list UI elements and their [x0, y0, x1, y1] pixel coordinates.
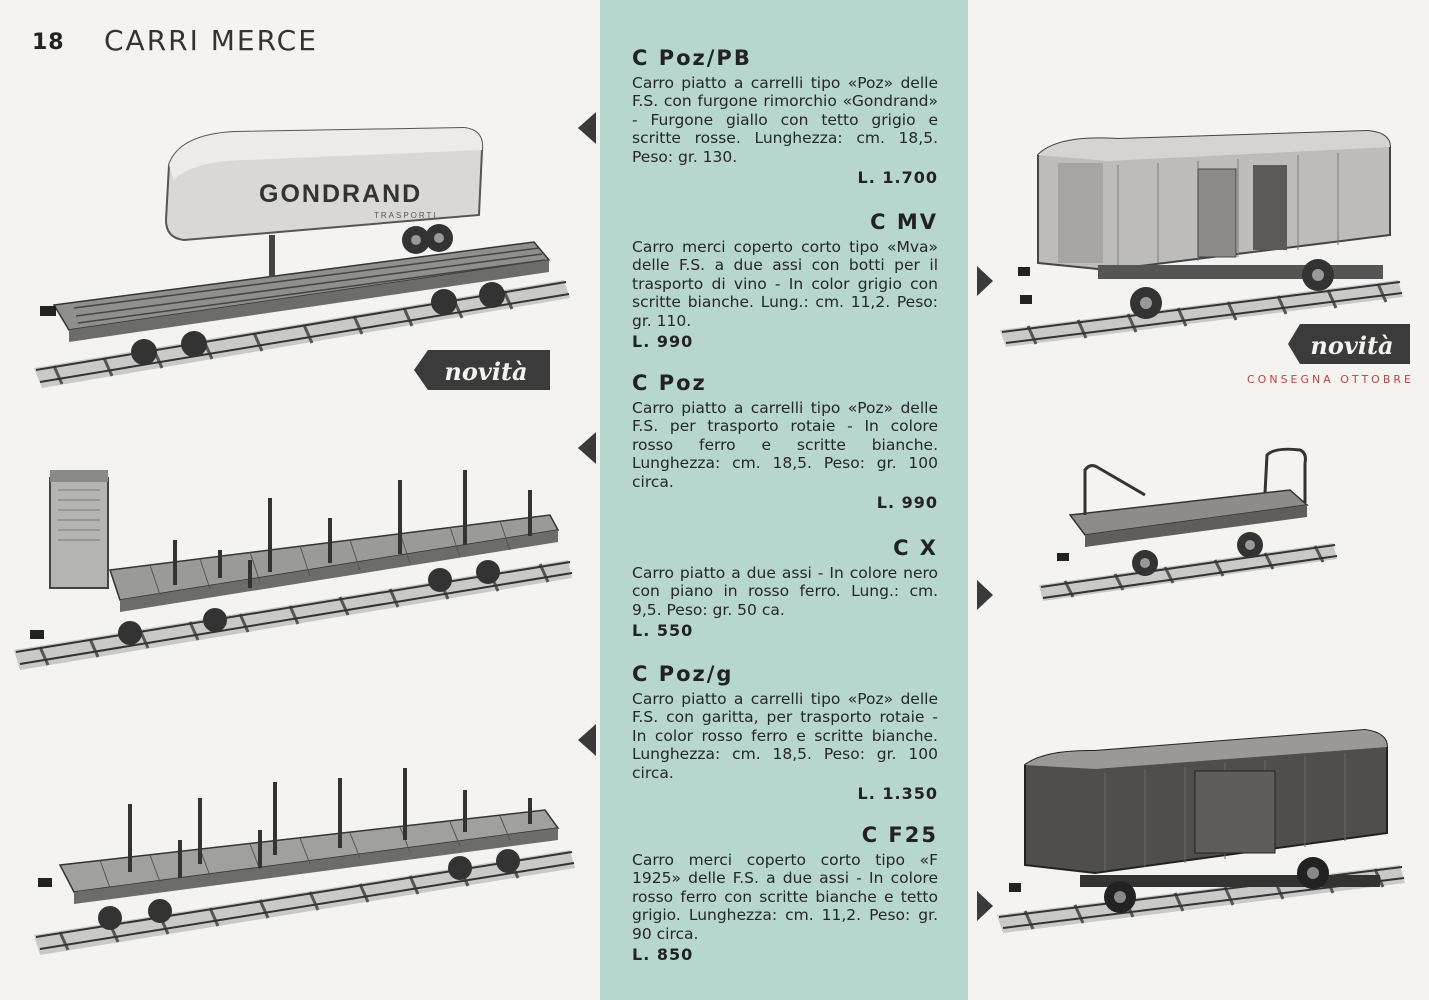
entry-c-mv: [632, 210, 938, 351]
photo-flat-car-with-cabin: [10, 460, 575, 690]
novita-badge: [1288, 324, 1410, 364]
entry-c-x: [632, 536, 938, 640]
photo-flat-car-with-stakes: [30, 760, 580, 960]
entry-description: Carro piatto a carrelli tipo «Poz» delle F.S. per trasporto rotaie - In colore rosso ferro e scritte bianche. Lunghezza: cm. 18,5. Peso: gr. 100 circa.: [632, 399, 938, 491]
entry-price: L. 990: [876, 493, 938, 513]
pointer-left-arrow-icon: [578, 112, 596, 144]
consegna-note: CONSEGNA OTTOBRE: [1247, 373, 1414, 386]
pointer-left-arrow-icon: [578, 432, 596, 464]
entry-c-poz-pb: [632, 46, 938, 187]
entry-code: C Poz/g: [632, 662, 734, 686]
entry-description: Carro merci coperto corto tipo «F 1925» delle F.S. a due assi - In colore rosso ferro con scritte bianche e tetto grigio. Lunghezza: cm. 11,2. Peso: gr. 90 circa.: [632, 851, 938, 943]
entry-description: Carro piatto a carrelli tipo «Poz» delle F.S. con garitta, per trasporto rotaie - In color rosso ferro e scritte bianche. Lunghezza: cm. 18,5. Peso: gr. 100 circa.: [632, 690, 938, 782]
pointer-left-arrow-icon: [578, 724, 596, 756]
entry-price: L. 550: [632, 621, 694, 641]
entry-price: L. 1.700: [857, 168, 938, 188]
entry-c-poz-g: [632, 662, 938, 803]
entry-price: L. 1.350: [857, 784, 938, 804]
trailer-brand-text: GONDRAND: [259, 180, 423, 208]
photo-small-flat-car: [1035, 445, 1340, 610]
entry-description: Carro piatto a carrelli tipo «Poz» delle F.S. con furgone rimorchio «Gondrand» - Furgone giallo con tetto grigio e scritte rosse. Lunghezza: cm. 18,5. Peso: gr. 130.: [632, 74, 938, 166]
pointer-right-arrow-icon: [977, 266, 993, 296]
entry-code: C X: [893, 536, 938, 560]
entry-c-f25: [632, 823, 938, 964]
photo-covered-wagon-mv: [998, 125, 1406, 355]
novita-badge-text: novità: [444, 357, 528, 386]
novita-badge: [414, 350, 550, 390]
entry-description: Carro piatto a due assi - In colore nero con piano in rosso ferro. Lung.: cm. 9,5. Peso: gr. 50 ca.: [632, 564, 938, 619]
pointer-right-arrow-icon: [977, 891, 993, 921]
entry-code: C Poz/PB: [632, 46, 752, 70]
trailer-subtext: TRASPORTI: [374, 211, 438, 220]
entry-price: L. 850: [632, 945, 694, 965]
entry-code: C MV: [870, 210, 938, 234]
entry-code: C Poz: [632, 371, 707, 395]
entry-description: Carro merci coperto corto tipo «Mva» delle F.S. a due assi con botti per il trasporto di vino - In color grigio con scritte bianche. Lung.: cm. 11,2. Peso: gr. 110.: [632, 238, 938, 330]
entry-c-poz: [632, 371, 938, 512]
entry-price: L. 990: [632, 332, 694, 352]
photo-covered-wagon-f25: [995, 725, 1407, 940]
novita-badge-text: novità: [1310, 331, 1394, 360]
pointer-right-arrow-icon: [977, 580, 993, 610]
page-number: 18: [32, 30, 65, 55]
page-title: CARRI MERCE: [104, 24, 318, 57]
entry-code: C F25: [861, 823, 938, 847]
